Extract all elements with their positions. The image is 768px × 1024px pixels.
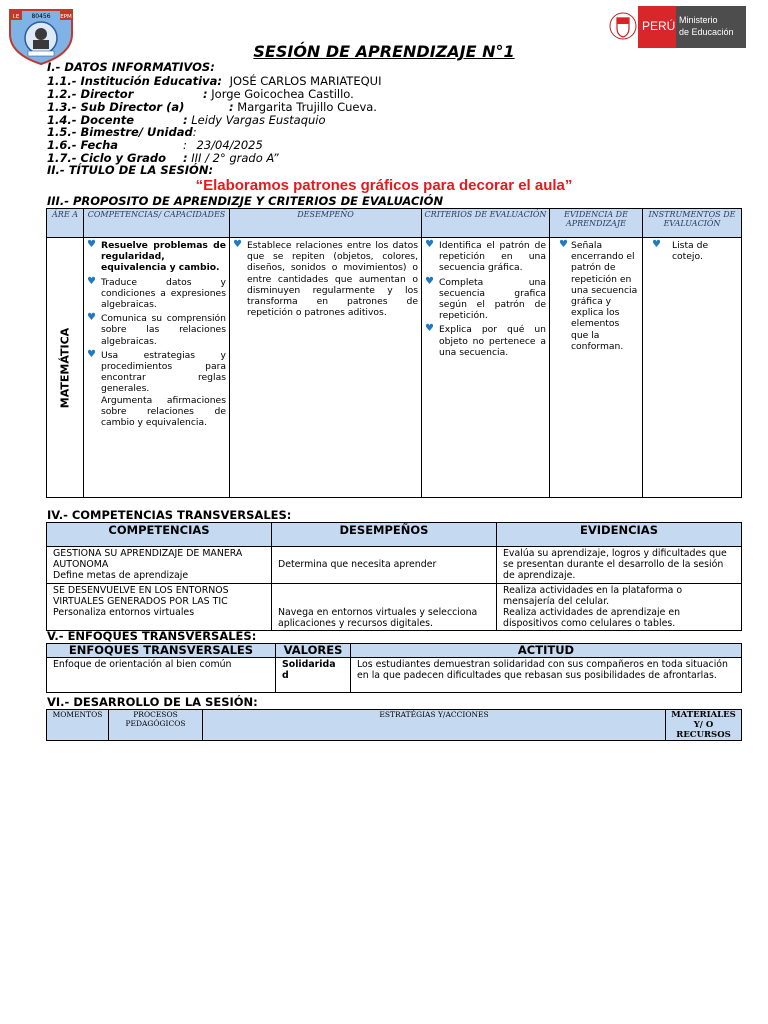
col-actitud: ACTITUD <box>351 644 742 658</box>
heart-bullet-icon: ♥ <box>87 348 96 360</box>
info-label: 1.1.- Institución Educativa: <box>47 74 222 88</box>
heart-bullet-icon: ♥ <box>87 275 96 287</box>
competencia-text: Resuelve problemas de regularidad, equivalencia y cambio. <box>101 240 226 274</box>
instrumento-item <box>646 240 738 262</box>
competencia-cell <box>47 583 272 631</box>
desempeno-cell: Determina que necesita aprender <box>272 547 497 584</box>
page-title: SESIÓN DE APRENDIZAJE N°1 <box>253 42 515 61</box>
session-heading: II.- TÍTULO DE LA SESIÓN: <box>47 163 214 177</box>
col-evidencias: EVIDENCIAS <box>497 523 742 547</box>
area-cell <box>47 238 84 498</box>
info-separator: : <box>183 151 188 165</box>
criterio-text: Identifica el patrón de repetición en una secuencia gráfica. <box>439 240 546 274</box>
competencia-text: GESTIONA SU APRENDIZAJE DE MANERA AUTONOMA <box>53 548 243 571</box>
info-separator: : <box>183 113 188 127</box>
capacidad-text: Personaliza entornos virtuales <box>53 607 195 619</box>
criterio-item <box>425 324 546 358</box>
capacidad-text: Define metas de aprendizaje <box>53 570 189 582</box>
info-row-bimestre <box>47 126 197 139</box>
capacidad-item <box>87 277 226 311</box>
col-desempeno: DESEMPEÑO <box>230 209 422 238</box>
table-row <box>47 658 742 693</box>
info-label: 1.7.- Ciclo y Grado <box>47 151 167 165</box>
info-separator: : <box>192 125 197 139</box>
heart-bullet-icon: ♥ <box>559 239 568 250</box>
col-criterios: CRITERIOS DE EVALUACIÓN <box>422 209 550 238</box>
table-header-row <box>47 209 742 238</box>
evidencia-cell <box>550 238 643 498</box>
info-label: 1.5.- Bimestre/ Unidad <box>47 125 193 139</box>
heart-bullet-icon: ♥ <box>425 239 434 250</box>
svg-text:I.E: I.E <box>12 14 20 20</box>
enfoque-cell: Enfoque de orientación al bien común <box>47 658 276 693</box>
info-label: 1.6.- Fecha <box>47 138 119 152</box>
info-value: Margarita Trujillo Cueva. <box>237 100 377 114</box>
criterio-item <box>425 240 546 274</box>
evidencia-cell <box>497 583 742 631</box>
peru-label: PERÚ <box>642 19 676 33</box>
transversal-competencies-table <box>46 522 742 631</box>
desempeno-item <box>233 240 418 318</box>
col-desempenos: DESEMPEÑOS <box>272 523 497 547</box>
heart-bullet-icon: ♥ <box>652 239 661 250</box>
info-row-director <box>47 88 354 101</box>
instrumento-cell <box>643 238 742 498</box>
info-label: 1.2.- Director <box>47 87 134 101</box>
area-label: MATEMÁTICA <box>58 327 72 408</box>
col-evidencia: EVIDENCIA DE APRENDIZAJE <box>550 209 643 238</box>
table-header-row <box>47 710 742 741</box>
evidencia-item <box>553 240 639 352</box>
col-materiales: MATERIALES Y/ O RECURSOS <box>666 710 742 741</box>
info-separator: : <box>229 100 234 114</box>
info-row-date <box>47 139 263 152</box>
desempeno-cell <box>230 238 422 498</box>
info-label: 1.3.- Sub Director (a) <box>47 100 185 114</box>
heart-bullet-icon: ♥ <box>425 275 434 287</box>
table-row <box>47 547 742 584</box>
col-enfoques: ENFOQUES TRANSVERSALES <box>47 644 276 658</box>
development-heading: VI.- DESARROLLO DE LA SESIÓN: <box>47 695 258 709</box>
info-separator: : <box>203 87 208 101</box>
ministry-label: Ministerio de Educación <box>679 15 734 37</box>
competencia-text: SE DESENVUELVE EN LOS ENTORNOS VIRTUALES GENERADOS POR LAS TIC <box>53 584 229 607</box>
actitud-cell: Los estudiantes demuestran solidaridad con sus compañeros en toda situación en la que padecen dificultades que rebasan sus posibilidades de afrontarlas. <box>351 658 742 693</box>
purpose-table <box>46 208 742 498</box>
heart-bullet-icon: ♥ <box>233 239 242 250</box>
col-instrumentos: INSTRUMENTOS DE EVALUACIÓN <box>643 209 742 238</box>
info-value: 23/04/2025 <box>196 138 263 152</box>
info-value: Leidy Vargas Eustaquio <box>191 113 326 127</box>
capacidad-text: Usa estrategias y procedimientos para encontrar reglas generales. <box>101 349 226 395</box>
capacidad-text: Traduce datos y condiciones a expresiones algebraicas. <box>101 276 226 311</box>
competencia-item <box>87 240 226 274</box>
info-row-institution <box>47 75 381 88</box>
col-momentos: MOMENTOS <box>47 710 109 741</box>
evidencia-text: Realiza actividades de aprendizaje en dispositivos como celulares o tables. <box>503 607 681 630</box>
col-valores: VALORES <box>276 644 351 658</box>
evidencia-cell: Evalúa su aprendizaje, logros y dificultades que se presentan durante el desarrollo de la sesión de aprendizaje. <box>497 547 742 584</box>
table-row <box>47 583 742 631</box>
desempeno-cell: Navega en entornos virtuales y selecciona aplicaciones y recursos digitales. <box>272 583 497 631</box>
heart-bullet-icon: ♥ <box>87 239 96 250</box>
col-procesos: PROCESOS PEDAGÓGICOS <box>109 710 203 741</box>
criterio-text: Completa una secuencia grafica según el patrón de repetición. <box>439 276 546 322</box>
col-area: ÁRE A <box>47 209 84 238</box>
session-title: “Elaboramos patrones gráficos para decorar el aula” <box>195 177 573 194</box>
evidencia-text: Realiza actividades en la plataforma o mensajería del celular. <box>503 584 683 607</box>
capacidad-text: Argumenta afirmaciones sobre relaciones de cambio y equivalencia. <box>101 394 226 429</box>
info-value: JOSÉ CARLOS MARIATEQUI <box>229 74 382 88</box>
capacidad-text: Comunica su comprensión sobre las relaciones algebraicas. <box>101 313 226 347</box>
table-header-row <box>47 644 742 658</box>
criterios-cell <box>422 238 550 498</box>
col-estrategias: ESTRATÉGIAS Y/ACCIONES <box>203 710 666 741</box>
competencias-cell <box>84 238 230 498</box>
heart-bullet-icon: ♥ <box>425 323 434 335</box>
svg-text:EPM: EPM <box>60 14 72 20</box>
capacidad-item <box>87 350 226 428</box>
valor-cell: Solidarida d <box>276 658 351 693</box>
table-row <box>47 238 742 498</box>
info-value: III / 2° grado A” <box>191 151 279 165</box>
criterio-item <box>425 277 546 322</box>
info-label: 1.4.- Docente <box>47 113 135 127</box>
heart-bullet-icon: ♥ <box>87 312 96 324</box>
purpose-heading: III.- PROPOSITO DE APRENDIZJE Y CRITERIOS DE EVALUACIÓN <box>47 194 444 208</box>
info-row-subdirector <box>47 101 377 114</box>
approaches-table <box>46 643 742 693</box>
col-competencias: COMPETENCIAS <box>47 523 272 547</box>
col-competencias: COMPETENCIAS/ CAPACIDADES <box>84 209 230 238</box>
desempeno-text: Establece relaciones entre los datos que se repiten (objetos, colores, diseños, sonidos o movimientos) o entre cantidades que aumentan o disminuyen regularmente y los transforma en patrones de repetición o patrones aditivos. <box>247 240 418 319</box>
capacidad-item <box>87 313 226 347</box>
criterio-text: Explica por qué un objeto no pertenece a una secuencia. <box>439 324 546 358</box>
instrumento-text: Lista de cotejo. <box>672 240 709 263</box>
evidencia-text: Señala encerrando el patrón de repetición en una secuencia gráfica y explica los elementos que la conforman. <box>571 240 638 352</box>
development-table <box>46 709 742 741</box>
info-separator: : <box>183 138 187 152</box>
competencia-cell <box>47 547 272 584</box>
table-header-row <box>47 523 742 547</box>
info-heading: I.- DATOS INFORMATIVOS: <box>47 60 215 74</box>
svg-text:80456: 80456 <box>31 13 51 20</box>
approaches-heading: V.- ENFOQUES TRANSVERSALES: <box>47 629 257 643</box>
info-value: Jorge Goicochea Castillo. <box>211 87 354 101</box>
transversal-competencies-heading: IV.- COMPETENCIAS TRANSVERSALES: <box>47 508 292 522</box>
